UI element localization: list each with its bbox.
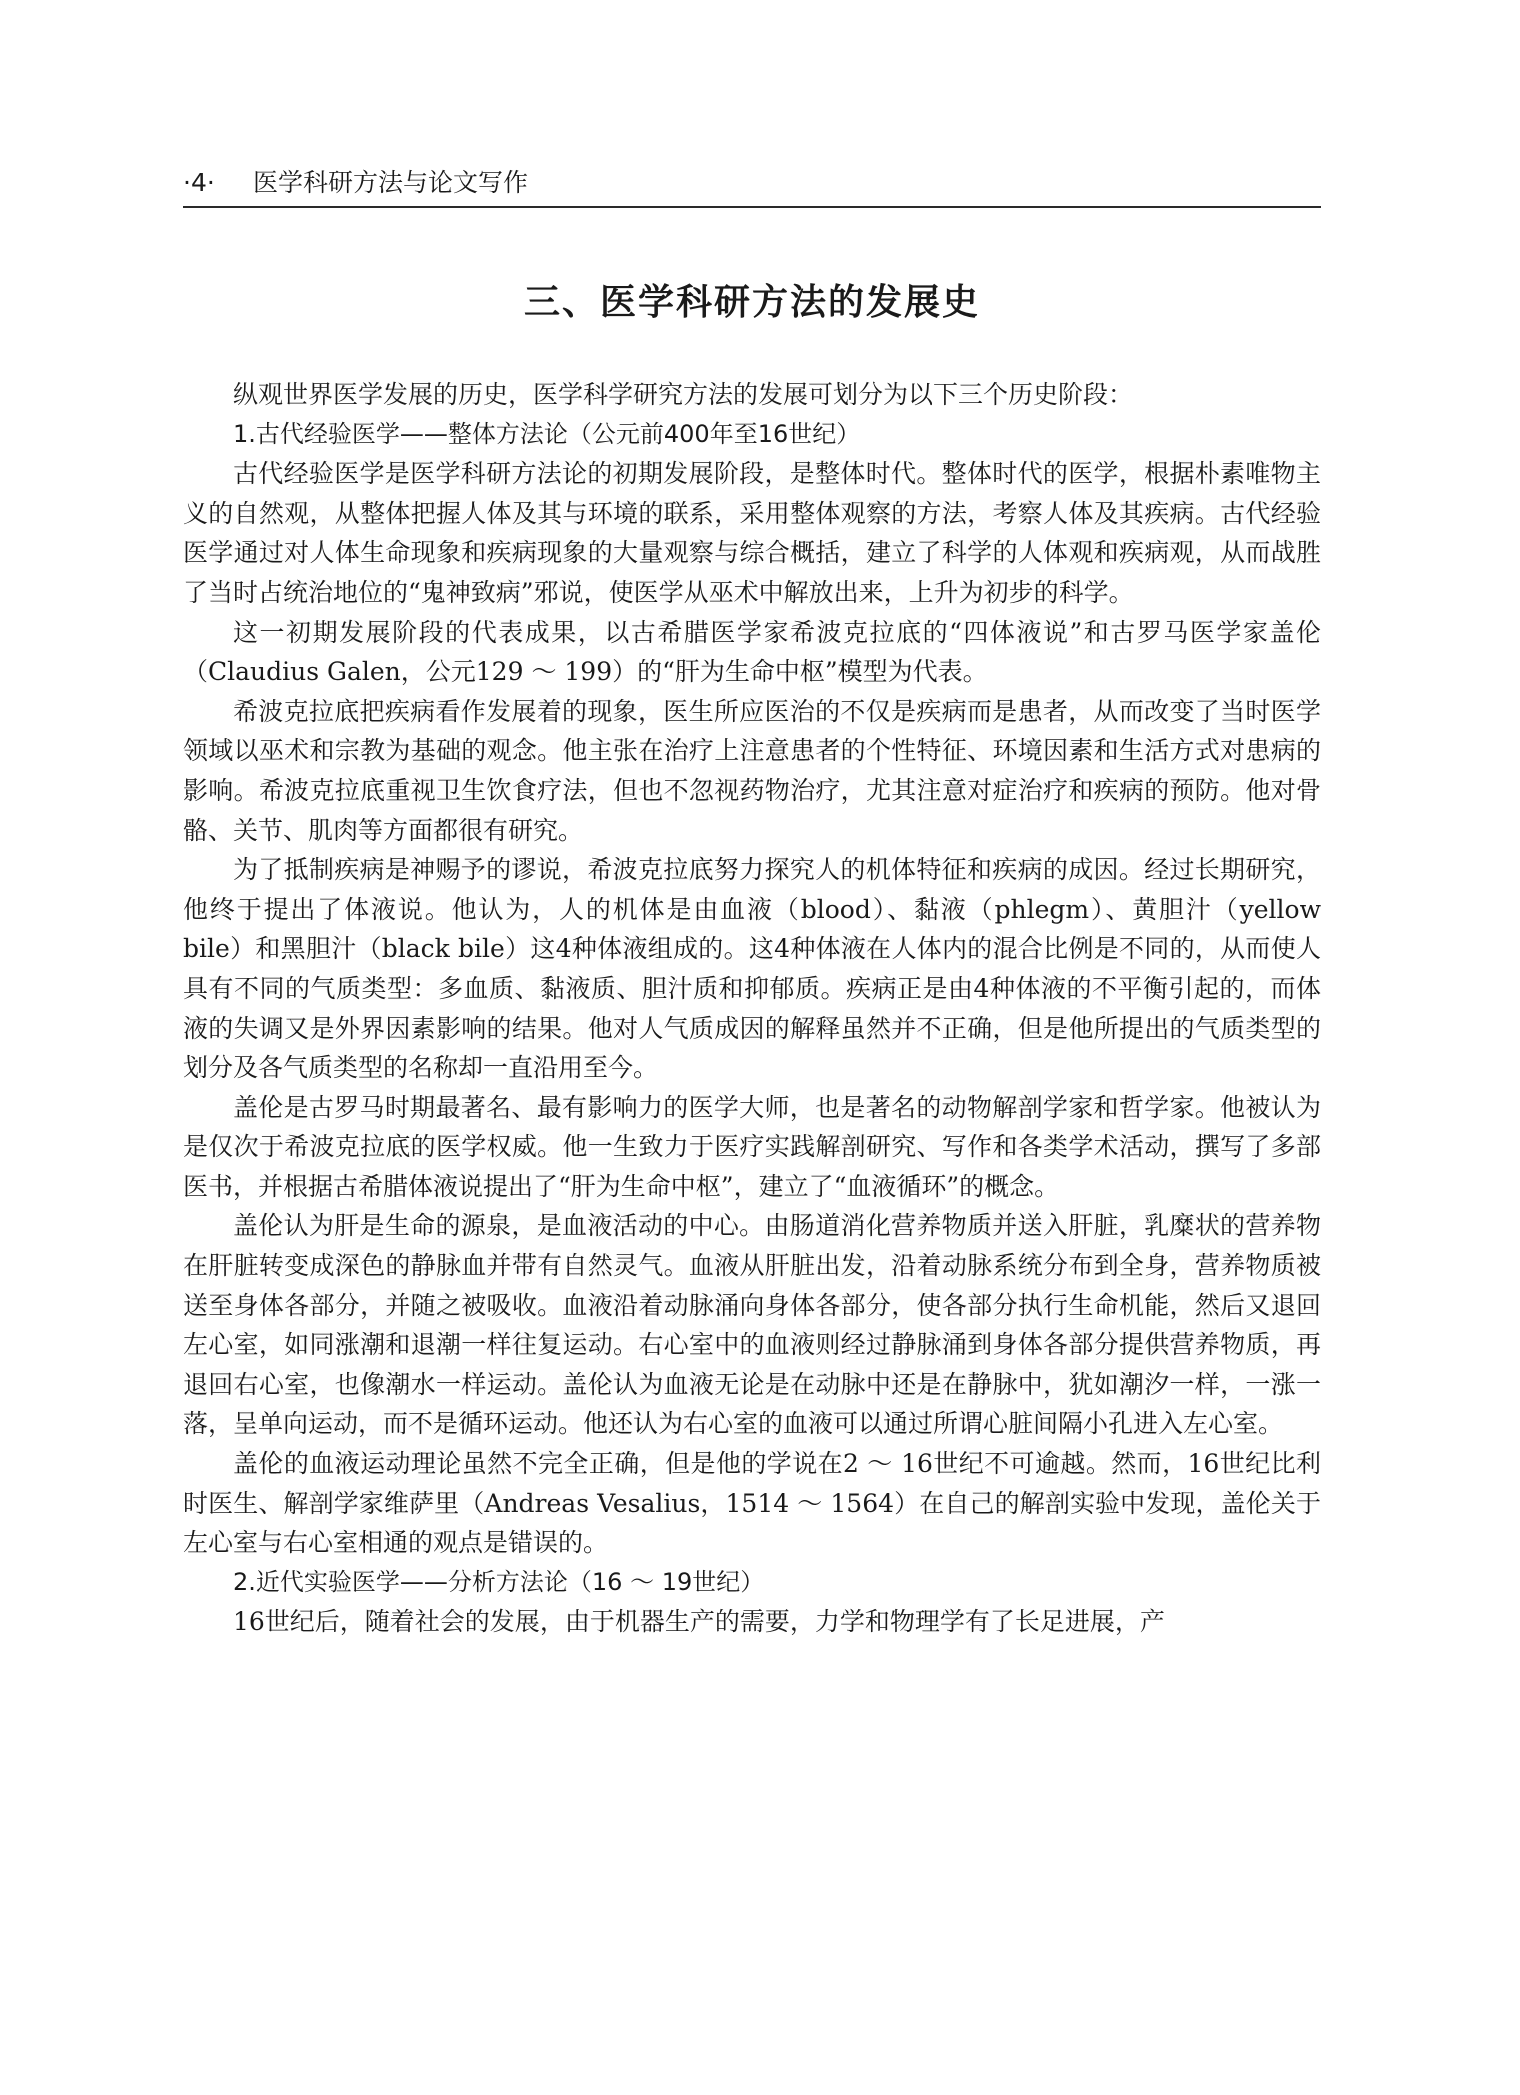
book-title: 医学科研方法与论文写作	[253, 168, 529, 197]
subheading-modern-medicine: 2.近代实验医学——分析方法论（16 ～ 19世纪）	[233, 1567, 765, 1596]
section-title: 三、医学科研方法的发展史	[523, 281, 980, 323]
subheading-ancient-medicine: 1.古代经验医学——整体方法论（公元前400年至16世纪）	[233, 419, 861, 448]
paragraph-representative-results: 这一初期发展阶段的代表成果，以古希腊医学家希波克拉底的“四体液说”和古罗马医学家盖伦（Claudius Galen，公元129 ～ 199）的“肝为生命中枢”模型为代表。	[183, 617, 1321, 687]
paragraph-galen-blood: 盖伦认为肝是生命的源泉，是血液活动的中心。由肠道消化营养物质并送入肝脏，乳糜状的营养物在肝脏转变成深色的静脉血并带有自然灵气。血液从肝脏出发，沿着动脉系统分布到全身，营养物质被送至身体各部分，并随之被吸收。血液沿着动脉涌向身体各部分，使各部分执行生命机能，然后又退回左心室，如同涨潮和退潮一样往复运动。右心室中的血液则经过静脉涌到身体各部分提供营养物质，再退回右心室，也像潮水一样运动。盖伦认为血液无论是在动脉中还是在静脉中，犹如潮汐一样，一涨一落，呈单向运动，而不是循环运动。他还认为右心室的血液可以通过所谓心脏间隔小孔进入左心室。	[183, 1211, 1321, 1439]
paragraph-modern-medicine: 16世纪后，随着社会的发展，由于机器生产的需要，力学和物理学有了长足进展，产	[233, 1607, 1165, 1637]
page-number: ·4·	[183, 168, 215, 197]
paragraph-humoral-theory: 为了抵制疾病是神赐予的谬说，希波克拉底努力探究人的机体特征和疾病的成因。经过长期研究，他终于提出了体液说。他认为，人的机体是由血液（blood）、黏液（phlegm）、黄胆汁（yellow bile）和黑胆汁（black bile）这4种体液组成的。这4种体液在人体内的混合比例是不同的，从而使人具有不同的气质类型：多血质、黏液质、胆汁质和抑郁质。疾病正是由4种体液的不平衡引起的，而体液的失调又是外界因素影响的结果。他对人气质成因的解释虽然并不正确，但是他所提出的气质类型的划分及各气质类型的名称却一直沿用至今。	[183, 855, 1321, 1083]
body-text	[183, 375, 1321, 1642]
paragraph-galen-intro: 盖伦是古罗马时期最著名、最有影响力的医学大师，也是著名的动物解剖学家和哲学家。他被认为是仅次于希波克拉底的医学权威。他一生致力于医疗实践解剖研究、写作和各类学术活动，撰写了多部医书，并根据古希腊体液说提出了“肝为生命中枢”，建立了“血液循环”的概念。	[183, 1092, 1321, 1201]
intro-paragraph: 纵观世界医学发展的历史，医学科学研究方法的发展可划分为以下三个历史阶段：	[233, 380, 1134, 409]
running-header	[183, 161, 1321, 205]
paragraph-hippocrates-view: 希波克拉底把疾病看作发展着的现象，医生所应医治的不仅是疾病而是患者，从而改变了当时医学领域以巫术和宗教为基础的观念。他主张在治疗上注意患者的个性特征、环境因素和生活方式对患病的影响。希波克拉底重视卫生饮食疗法，但也不忽视药物治疗，尤其注意对症治疗和疾病的预防。他对骨骼、关节、肌肉等方面都很有研究。	[183, 696, 1321, 845]
paragraph-ancient-medicine: 古代经验医学是医学科研方法论的初期发展阶段，是整体时代。整体时代的医学，根据朴素唯物主义的自然观，从整体把握人体及其与环境的联系，采用整体观察的方法，考察人体及其疾病。古代经验医学通过对人体生命现象和疾病现象的大量观察与综合概括，建立了科学的人体观和疾病观，从而战胜了当时占统治地位的“鬼神致病”邪说，使医学从巫术中解放出来，上升为初步的科学。	[183, 459, 1321, 607]
paragraph-galen-vesalius: 盖伦的血液运动理论虽然不完全正确，但是他的学说在2 ～ 16世纪不可逾越。然而，16世纪比利时医生、解剖学家维萨里（Andreas Vesalius，1514 ～ 1564）在自己的解剖实验中发现，盖伦关于左心室与右心室相通的观点是错误的。	[183, 1449, 1321, 1558]
header-rule	[183, 206, 1321, 208]
